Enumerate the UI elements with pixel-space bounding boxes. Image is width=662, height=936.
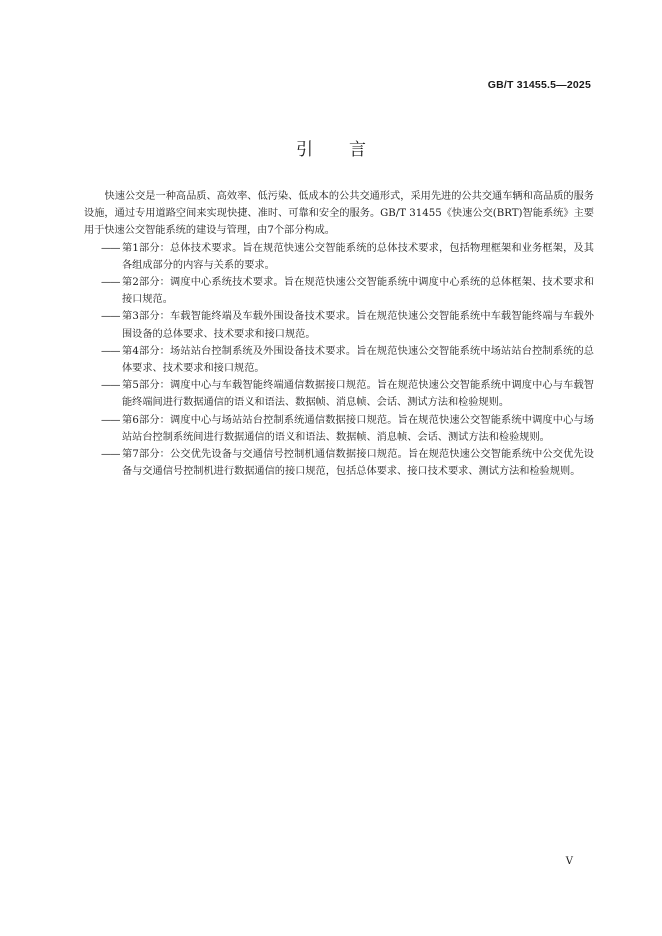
list-item-text: 第4部分：场站站台控制系统及外围设备技术要求。旨在规范快速公交智能系统中场站站台控制系统的总体要求、技术要求和接口规范。 <box>122 345 594 375</box>
page-number: V <box>565 856 573 867</box>
list-item-text: 第6部分：调度中心与场站站台控制系统通信数据接口规范。旨在规范快速公交智能系统中调度中心与场站站台控制系统间进行数据通信的语义和语法、数据帧、消息帧、会话、测试方法和检验规则。 <box>122 414 594 443</box>
list-item-text: 第3部分：车载智能终端及车载外围设备技术要求。旨在规范快速公交智能系统中车载智能终端与车载外围设备的总体要求、技术要求和接口规范。 <box>122 311 594 340</box>
list-item-text: 第2部分：调度中心系统技术要求。旨在规范快速公交智能系统中调度中心系统的总体框架、技术要求和接口规范。 <box>122 277 594 306</box>
intro-section <box>84 188 594 240</box>
document-body <box>84 188 594 480</box>
list-dash: —— <box>101 414 120 426</box>
list-item-text: 第7部分：公交优先设备与交通信号控制机通信数据接口规范。旨在规范快速公交智能系统中公交优先设备与交通信号控制机进行数据通信的接口规范，包括总体要求、接口技术要求、测试方法和检验规则。 <box>122 449 594 478</box>
list-item <box>84 412 594 446</box>
parts-list <box>84 240 594 481</box>
standard-code: GB/T 31455.5—2025 <box>487 79 591 91</box>
intro-paragraph: 快速公交是一种高品质、高效率、低污染、低成本的公共交通形式，采用先进的公共交通车辆和高品质的服务设施，通过专用道路空间来实现快捷、准时、可靠和安全的服务。GB/T 31455《快速公交(BRT)智能系统》主要用于快速公交智能系统的建设与管理，由7个部分构成。 <box>84 191 594 237</box>
list-dash: —— <box>101 277 120 289</box>
list-item <box>84 446 594 480</box>
list-item <box>84 377 594 411</box>
list-dash: —— <box>101 449 120 461</box>
list-item-text: 第1部分：总体技术要求。旨在规范快速公交智能系统的总体技术要求，包括物理框架和业务框架，及其各组成部分的内容与关系的要求。 <box>122 242 594 271</box>
page-title: 引言 <box>296 140 402 160</box>
list-item <box>84 274 594 308</box>
list-dash: —— <box>101 345 120 357</box>
list-item-text: 第5部分：调度中心与车载智能终端通信数据接口规范。旨在规范快速公交智能系统中调度中心与车载智能终端间进行数据通信的语义和语法、数据帧、消息帧、会话、测试方法和检验规则。 <box>122 380 594 409</box>
list-dash: —— <box>101 242 120 254</box>
list-item <box>84 240 594 274</box>
list-dash: —— <box>101 311 120 323</box>
list-dash: —— <box>101 380 120 392</box>
list-item <box>84 308 594 342</box>
list-item <box>84 343 594 377</box>
